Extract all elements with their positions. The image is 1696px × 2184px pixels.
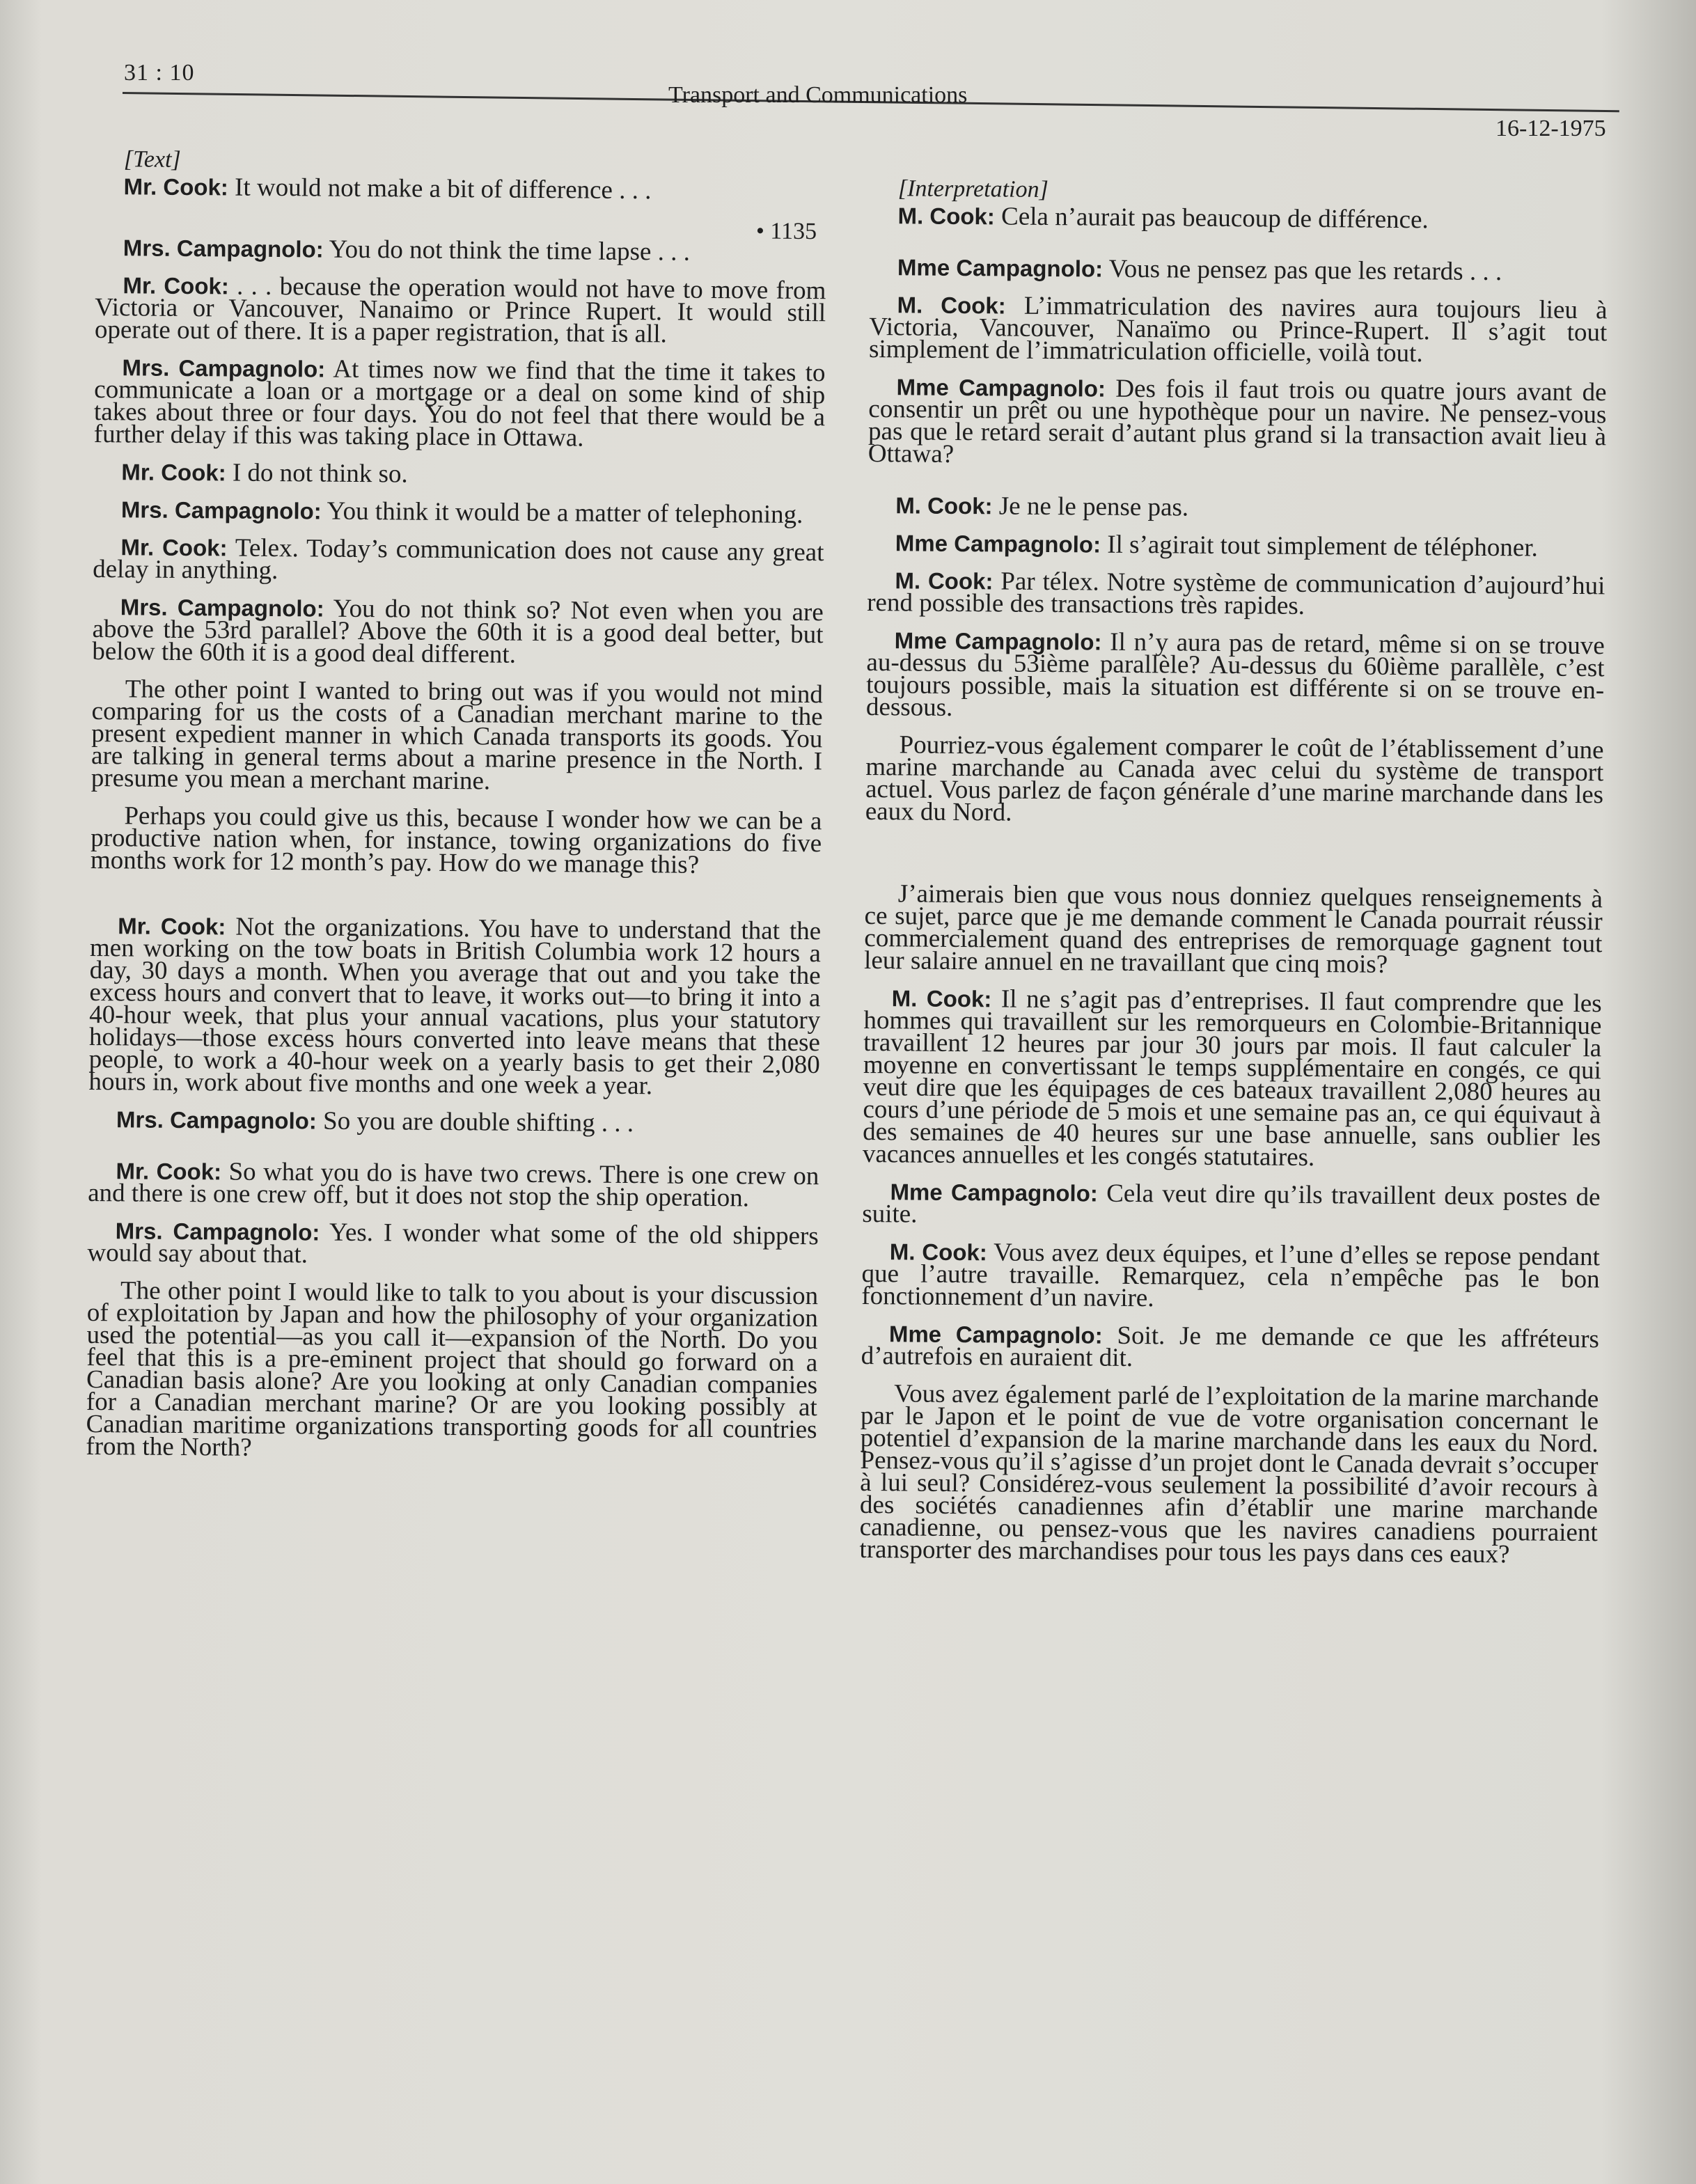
paragraph: The other point I wanted to bring out was if you would not mind comparing for us the costs of a Canadian merchant marine to the present expedient manner in which Canada transports its goods. You are talking in general terms about a marine presence in the North. I presume you mean a merchant marine. bbox=[91, 675, 824, 796]
header-date: 16-12-1975 bbox=[1495, 116, 1606, 141]
paragraph: Mrs. Campagnolo: Yes. I wonder what some of the old shippers would say about that. bbox=[87, 1218, 819, 1269]
paragraph: Mme Campagnolo: Il n’y aura pas de retard, même si on se trouve au-dessus du 53ième parallèle? Au-dessus du 60ième parallèle, c’est toujours possible, mais la situation est différente si on se trouve en-dessous. bbox=[865, 627, 1605, 722]
paragraph: M. Cook: L’immatriculation des navires aura toujours lieu à Victoria, Vancouver, Nanaïmo ou Prince-Rupert. Il s’agit tout simplement de l’immatriculation officielle, voilà tout. bbox=[868, 291, 1608, 368]
paragraph: M. Cook: Je ne le pense pas. bbox=[895, 492, 1189, 522]
running-title: Transport and Communications bbox=[668, 82, 968, 108]
section-label-interpretation: [Interpretation] bbox=[897, 175, 1049, 203]
paragraph: Mme Campagnolo: Vous ne pensez pas que les retards . . . bbox=[897, 254, 1502, 287]
paragraph: Mr. Cook: . . . because the operation would not have to move from Victoria or Vancouver, Nanaimo or Prince Rupert. It would still operate out of there. It is a paper registration, that is all. bbox=[94, 272, 826, 349]
english-column bbox=[86, 146, 827, 1479]
section-label-text: [Text] bbox=[123, 146, 181, 173]
paragraph: Mr. Cook: It would not make a bit of difference . . . bbox=[123, 173, 652, 205]
paragraph: M. Cook: Il ne s’agit pas d’entreprises. Il faut comprendre que les hommes qui travaillent sur les remorqueurs en Colombie-Britannique travaillent 12 heures par jour 30 jours par mois. Il faut calculer la moyenne en convertissant le temps supplémentaire en congés, ce qui veut dire que les équipages de ces bateaux travaillent 2,080 heures au cours d’une période de 5 mois et une semaine pas an, ce qui équivaut à des semaines de 40 heures sur une base annuelle, sans oublier les vacances annuelles et les congés statutaires. bbox=[862, 984, 1602, 1172]
paragraph: Mme Campagnolo: Cela veut dire qu’ils travaillent deux postes de suite. bbox=[862, 1179, 1601, 1229]
paragraph: Mme Campagnolo: Il s’agirait tout simplement de téléphoner. bbox=[895, 530, 1538, 563]
paragraph: Vous avez également parlé de l’exploitation de la marine marchande par le Japon et le point de vue de votre organisation concernant le potentiel d’expansion de la marine marchande dans les eaux du Nord. Pensez-vous qu’il s’agisse d’un projet dont le Canada devrait s’occuper à lui seul? Considérez-vous seulement la possibilité d’avoir recours à des sociétés canadiennes afin d’établir une marine marchande canadienne, ou pensez-vous que les navires canadiens pourraient transporter des marchandises pour tous les pays dans ces eaux? bbox=[859, 1379, 1599, 1569]
paragraph: Mr. Cook: Telex. Today’s communication does not cause any great delay in anything. bbox=[93, 533, 824, 586]
paragraph: Mrs. Campagnolo: You do not think the time lapse . . . bbox=[123, 235, 691, 267]
paragraph: M. Cook: Vous avez deux équipes, et l’une d’elles se repose pendant que l’autre travaille. Remarquez, cela n’empêche pas le bon fonctionnement d’un navire. bbox=[861, 1238, 1600, 1313]
paragraph: Mme Campagnolo: Soit. Je me demande ce que les affréteurs d’autrefois en auraient dit. bbox=[861, 1321, 1600, 1373]
paragraph: The other point I would like to talk to you about is your discussion of exploitation by Japan and how the philosophy of your organization used the potential—as you call it—expansion of the North. Do you feel that this is a pre-eminent project that should go forward on a Canadian basis alone? Are you looking at only Canadian companies for a Canadian merchant marine? Or are you looking possibly at Canadian maritime organizations transporting goods for all countries from the North? bbox=[86, 1276, 819, 1462]
paragraph: Mrs. Campagnolo: You think it would be a matter of telephoning. bbox=[120, 496, 803, 529]
paragraph: Mr. Cook: So what you do is have two crews. There is one crew on and there is one crew off, but it does not stop the ship operation. bbox=[88, 1157, 819, 1213]
paragraph: M. Cook: Cela n’aurait pas beaucoup de différence. bbox=[897, 202, 1429, 235]
paragraph: Pourriez-vous également comparer le coût de l’établissement d’une marine marchande au Canada avec celui du système de transport actuel. Vous parlez de façon générale d’une marine marchande dans les eaux du Nord. bbox=[865, 730, 1604, 827]
paragraph: Mr. Cook: I do not think so. bbox=[121, 458, 408, 489]
paragraph: M. Cook: Par télex. Notre système de communication d’aujourd’hui rend possible des transactions très rapides. bbox=[867, 567, 1605, 620]
paragraph: Perhaps you could give us this, because I wonder how we can be a productive nation when, for instance, towing organizations do five months work for 12 month’s pay. How do we manage this? bbox=[90, 801, 822, 879]
paragraph: Mrs. Campagnolo: At times now we find that the time it takes to communicate a loan or a mortgage or a deal on some kind of ship takes about three or four days. You do not feel that there would be a further delay if this was taking place in Ottawa. bbox=[93, 354, 826, 453]
time-marker: • 1135 bbox=[755, 218, 817, 245]
french-column bbox=[859, 175, 1608, 1582]
page-number: 31 : 10 bbox=[124, 60, 195, 86]
paragraph: Mr. Cook: Not the organizations. You have to understand that the men working on the tow boats in British Columbia work 12 hours a day, 30 days a month. When you average that out and you take the excess hours and convert that to leave, it works out—to bring it into a 40-hour week, that plus your annual vacations, plus your statutory holidays—those excess hours converted into leave means that these people, to work a 40-hour week on a yearly basis to get their 2,080 hours in, work about five months and one week a year. bbox=[88, 912, 822, 1101]
paragraph: Mme Campagnolo: Des fois il faut trois ou quatre jours avant de consentir un prêt ou une hypothèque pour un navire. Ne pensez-vous pas que le retard serait d’autant plus grand si la transaction avait lieu à Ottawa? bbox=[867, 374, 1607, 469]
paragraph: J’aimerais bien que vous nous donniez quelques renseignements à ce sujet, parce que je me demande comment le Canada pourrait réussir commercialement quand des entreprises de remorquage gagnent tout leur salaire annuel en ne travaillant que cinq mois? bbox=[863, 879, 1603, 979]
paragraph: Mrs. Campagnolo: You do not think so? Not even when you are above the 53rd parallel? Above the 60th it is a good deal better, but below the 60th it is a good deal different. bbox=[92, 594, 824, 669]
paragraph: Mrs. Campagnolo: So you are double shifting . . . bbox=[116, 1106, 634, 1138]
